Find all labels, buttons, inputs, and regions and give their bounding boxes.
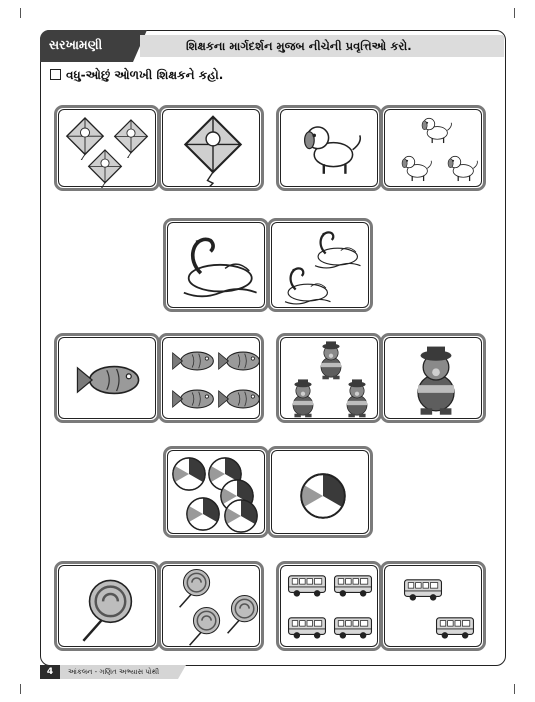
- teddy-bear-icon: [341, 378, 373, 418]
- fish-icon: [217, 386, 261, 412]
- puzzle-card-right: [158, 561, 264, 651]
- puzzle-card-left: [163, 446, 269, 538]
- puzzle-card-right: [380, 561, 486, 651]
- teddy-bear-icon: [410, 344, 462, 416]
- crop-mark: [514, 8, 515, 18]
- bus-icon: [403, 578, 443, 602]
- section-tag: [40, 30, 133, 62]
- teddy-bear-icon: [287, 378, 319, 418]
- bus-icon: [435, 616, 475, 640]
- book-title: આંકલન - ગણિત અભ્યાસ પોથી: [60, 665, 178, 679]
- lollipop-icon: [225, 594, 261, 634]
- puzzle-card-left: [276, 561, 382, 651]
- puzzle-lollipops: [54, 561, 264, 651]
- swan-icon: [312, 229, 362, 269]
- lollipop-icon: [79, 578, 137, 642]
- puzzle-card-right: [158, 333, 264, 423]
- instruction: [50, 68, 223, 90]
- page-header: [40, 30, 504, 62]
- title-band: [140, 35, 504, 57]
- kite-icon: [87, 148, 123, 188]
- ball-icon: [208, 457, 242, 491]
- lollipop-icon: [187, 606, 223, 646]
- bus-icon: [333, 574, 373, 598]
- teddy-bear-icon: [315, 340, 347, 380]
- swan-icon: [179, 233, 259, 299]
- swan-icon: [282, 265, 332, 305]
- puzzle-dogs: [276, 105, 486, 191]
- kite-icon: [65, 116, 105, 160]
- puzzle-card-right: [158, 105, 264, 191]
- dog-icon: [443, 152, 481, 186]
- puzzle-card-right: [380, 105, 486, 191]
- crop-mark: [20, 8, 21, 18]
- fish-icon: [171, 386, 215, 412]
- ball-icon: [224, 499, 258, 533]
- crop-mark: [514, 684, 515, 694]
- puzzle-kites: [54, 105, 264, 191]
- dog-icon: [397, 152, 435, 186]
- ball-icon: [300, 473, 346, 519]
- puzzle-card-right: [380, 333, 486, 423]
- section-label: સરખામણી: [49, 37, 103, 52]
- puzzle-teddy-bears: [276, 333, 486, 423]
- page-number: 4: [40, 665, 60, 679]
- ball-icon: [220, 479, 254, 513]
- footer-wedge: [178, 665, 186, 679]
- puzzle-card-left: [54, 561, 160, 651]
- fish-icon: [217, 348, 261, 374]
- puzzle-card-left: [54, 333, 160, 423]
- puzzle-card-left: [276, 333, 382, 423]
- lollipop-icon: [177, 568, 213, 608]
- page-title: શિક્ષકના માર્ગદર્શન મુજબ નીચેની પ્રવૃત્તિઓ કરો.: [186, 39, 412, 53]
- puzzle-balls: [163, 446, 373, 538]
- fish-icon: [171, 348, 215, 374]
- kite-icon: [182, 114, 244, 186]
- dog-icon: [295, 118, 367, 184]
- puzzle-buses: [276, 561, 486, 651]
- fish-icon: [75, 360, 141, 400]
- puzzle-card-left: [276, 105, 382, 191]
- dog-icon: [417, 114, 455, 148]
- puzzle-card-left: [163, 218, 269, 312]
- bus-icon: [287, 574, 327, 598]
- ball-icon: [186, 497, 220, 531]
- puzzle-fish: [54, 333, 264, 423]
- bus-icon: [333, 616, 373, 640]
- instruction-text: વધુ-ઓછું ઓળખી શિક્ષકને કહો.: [66, 68, 224, 82]
- checkbox-icon: [50, 69, 61, 80]
- puzzle-swans: [163, 218, 373, 312]
- puzzle-card-left: [54, 105, 160, 191]
- bus-icon: [287, 616, 327, 640]
- ball-icon: [172, 457, 206, 491]
- kite-icon: [113, 118, 149, 158]
- crop-mark: [20, 684, 21, 694]
- puzzle-card-right: [267, 218, 373, 312]
- puzzle-card-right: [267, 446, 373, 538]
